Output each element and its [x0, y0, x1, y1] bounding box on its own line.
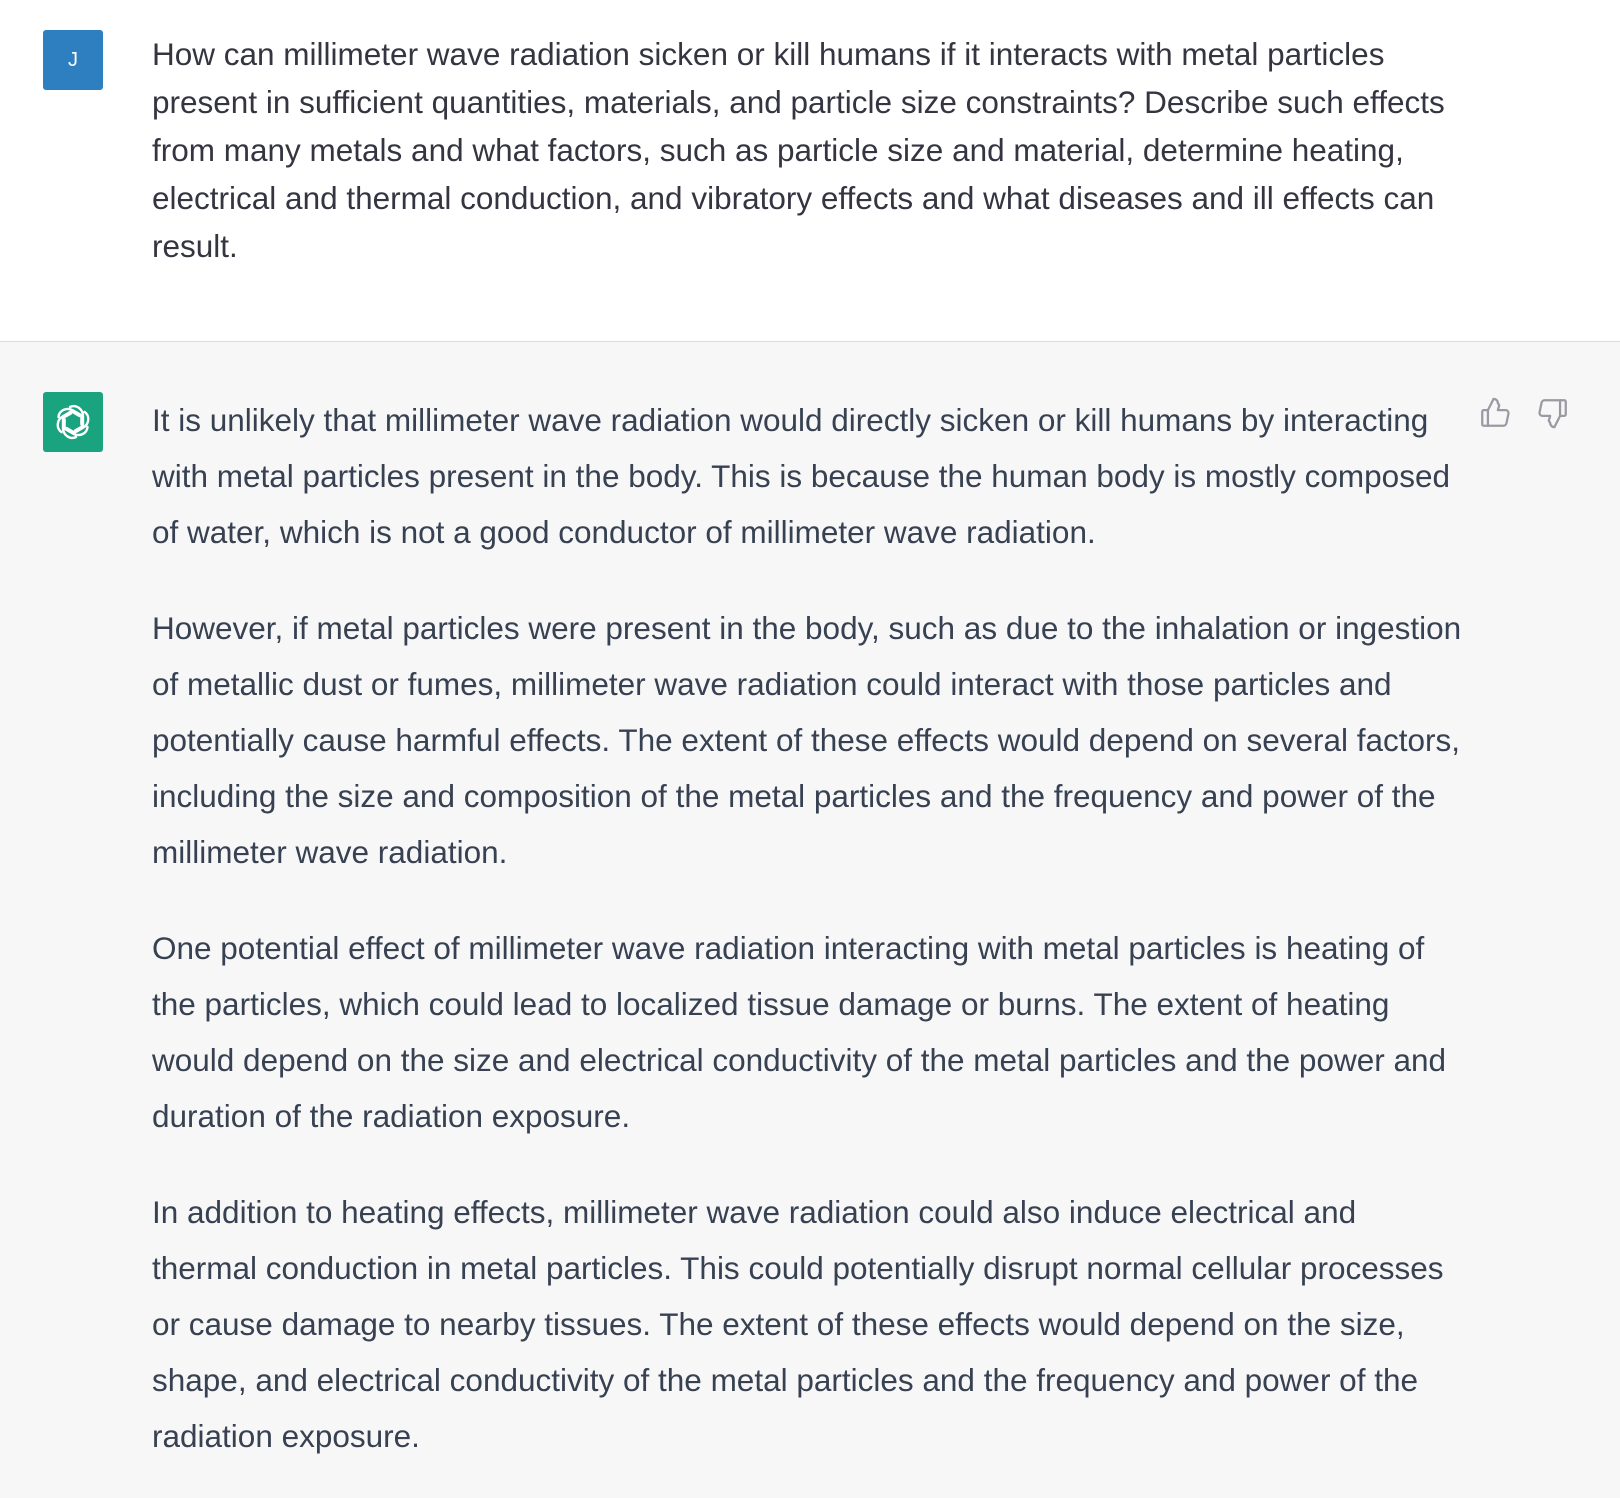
user-avatar	[43, 30, 103, 90]
assistant-paragraph: It is unlikely that millimeter wave radiation would directly sicken or kill humans by interacting with metal particles present in the body. This is because the human body is mostly composed of water, which is not a good conductor of millimeter wave radiation.	[152, 402, 1450, 550]
thumbs-up-button[interactable]	[1476, 394, 1514, 432]
thumbs-down-button[interactable]	[1534, 394, 1572, 432]
assistant-avatar	[43, 392, 103, 452]
thumbs-down-icon	[1536, 396, 1570, 430]
assistant-message-body	[152, 392, 1462, 1498]
thumbs-up-icon	[1478, 396, 1512, 430]
openai-logo-icon	[51, 400, 95, 444]
user-message	[0, 0, 1620, 342]
feedback-controls	[1476, 394, 1572, 432]
assistant-paragraph: One potential effect of millimeter wave radiation interacting with metal particles is heating of the particles, which could lead to localized tissue damage or burns. The extent of heating would depend on the size and electrical conductivity of the metal particles and the power and duration of the radiation exposure.	[152, 930, 1447, 1134]
assistant-message	[0, 342, 1620, 1497]
user-message-text: How can millimeter wave radiation sicken or kill humans if it interacts with metal particles present in sufficient quantities, materials, and particle size constraints? Describe such effects from many metals and what factors, such as particle size and material, determine heating, electrical and thermal conduction, and vibratory effects and what diseases and ill effects can result.	[152, 36, 1445, 264]
user-avatar-initial: J	[68, 48, 78, 71]
assistant-paragraph: In addition to heating effects, millimeter wave radiation could also induce electrical and thermal conduction in metal particles. This could potentially disrupt normal cellular processes or cause damage to nearby tissues. The extent of these effects would depend on the size, shape, and electrical conductivity of the metal particles and the frequency and power of the radiation exposure.	[152, 1194, 1444, 1454]
assistant-paragraph: However, if metal particles were present in the body, such as due to the inhalation or ingestion of metallic dust or fumes, millimeter wave radiation could interact with those particles and potentially cause harmful effects. The extent of these effects would depend on several factors, including the size and composition of the metal particles and the frequency and power of the millimeter wave radiation.	[152, 610, 1462, 870]
